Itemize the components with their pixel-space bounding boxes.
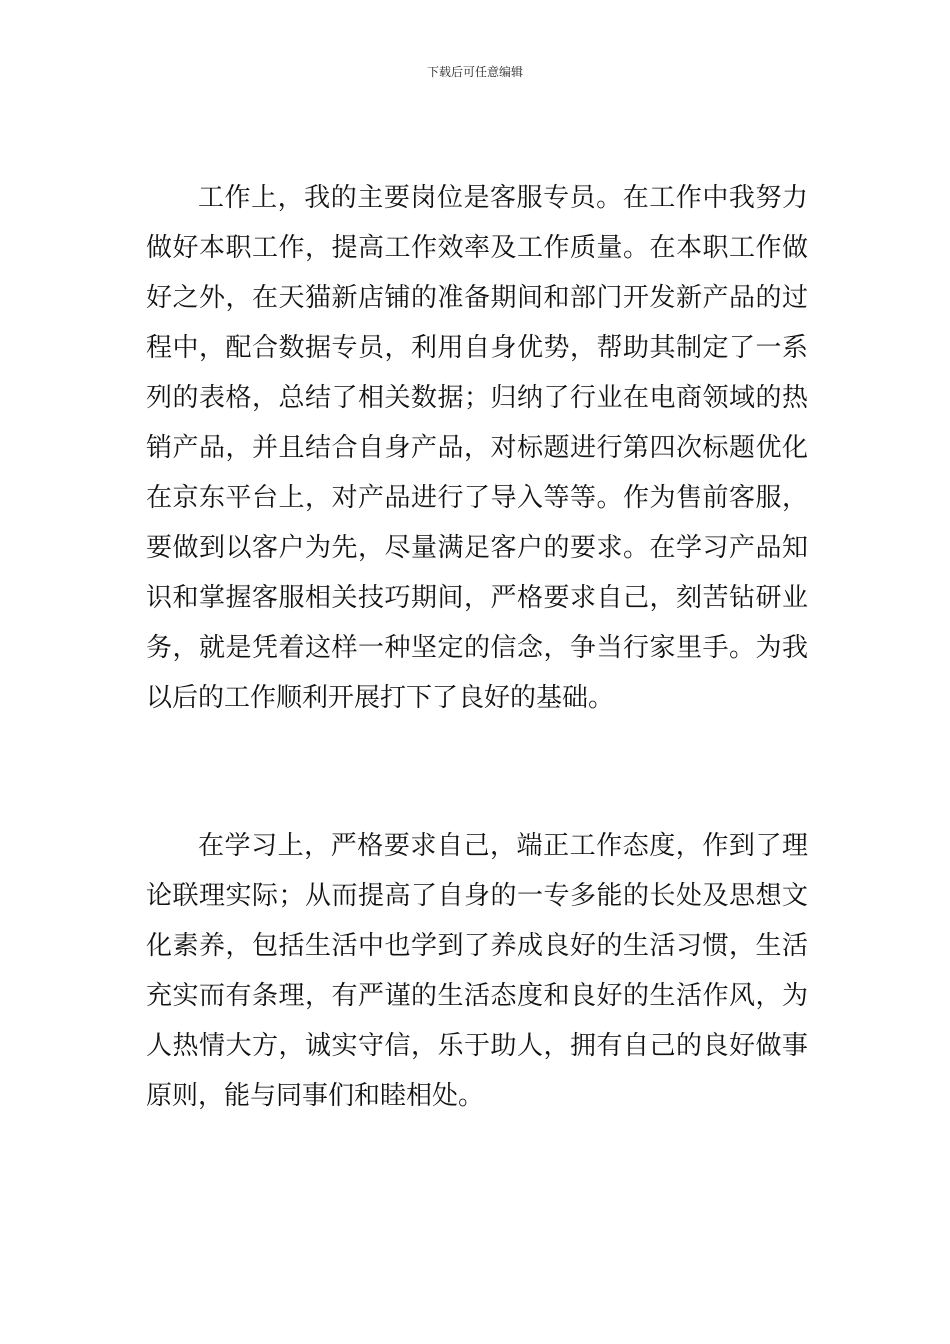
body-paragraph-work: 工作上，我的主要岗位是客服专员。在工作中我努力做好本职工作，提高工作效率及工作质量。在本职工作做好之外，在天猫新店铺的准备期间和部门开发新产品的过程中，配合数据专员，利用自身优势，帮助其制定了一系列的表格，总结了相关数据；归纳了行业在电商领域的热销产品，并且结合自身产品，对标题进行第四次标题优化在京东平台上，对产品进行了导入等等。作为售前客服，要做到以客户为先，尽量满足客户的要求。在学习产品知识和掌握客服相关技巧期间，严格要求自己，刻苦钻研业务，就是凭着这样一种坚定的信念，争当行家里手。为我以后的工作顺利开展打下了良好的基础。 (146, 183, 808, 713)
header-note: 下载后可任意编辑 (426, 65, 523, 79)
body-paragraph-study: 在学习上，严格要求自己，端正工作态度，作到了理论联理实际；从而提高了自身的一专多能的长处及思想文化素养，包括生活中也学到了养成良好的生活习惯，生活充实而有条理，有严谨的生活态度和良好的生活作风，为人热情大方，诚实守信，乐于助人，拥有自己的良好做事原则，能与同事们和睦相处。 (146, 831, 808, 1111)
